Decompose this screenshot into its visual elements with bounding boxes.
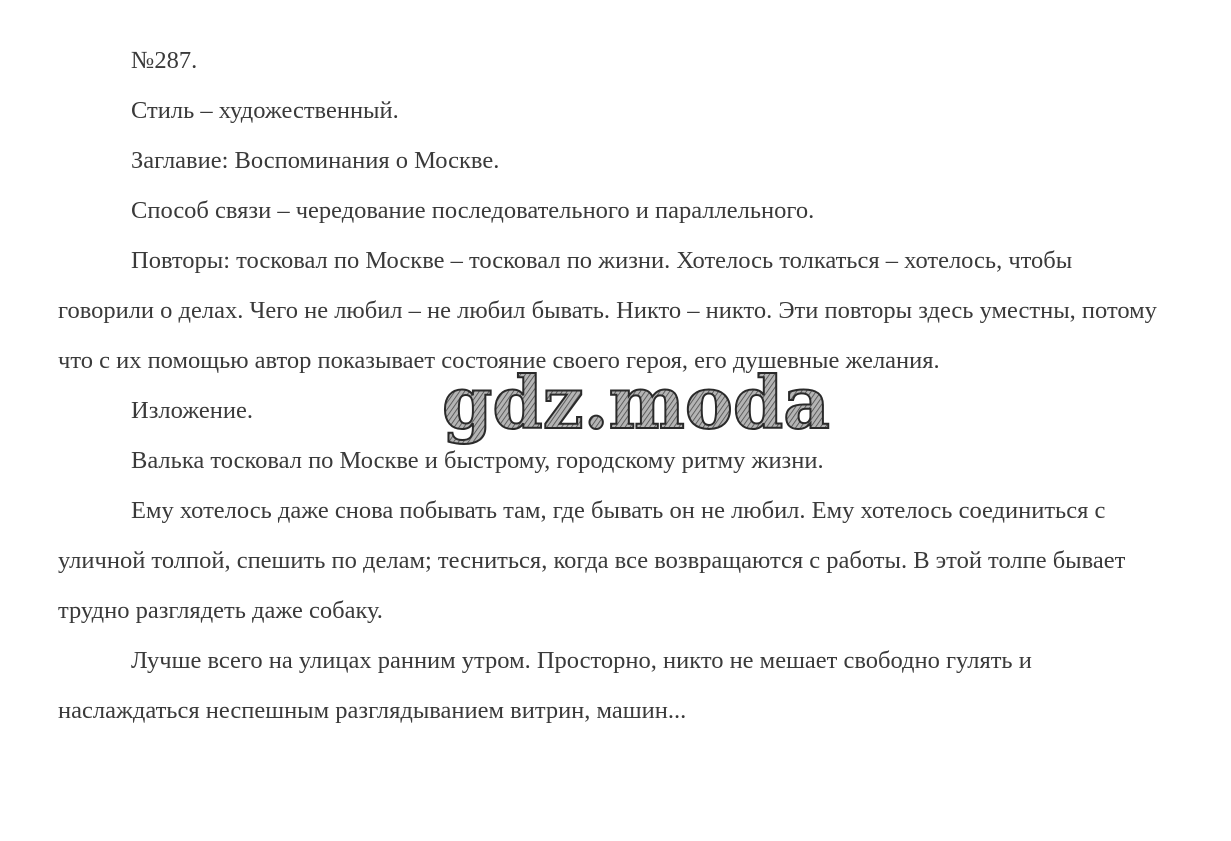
paragraph-connection: Способ связи – чередование последовательного и параллельного. — [131, 197, 815, 224]
paragraph-title: Заглавие: Воспоминания о Москве. — [131, 147, 500, 174]
paragraph-exposition-2: Ему хотелось даже снова побывать там, где бывать он не любил. Ему хотелось соединиться с уличной толпой, спешить по делам; тесниться, когда все возвращаются с работы. В этой толпе бывает трудно разглядеть даже собаку. — [58, 497, 1126, 624]
paragraph-number: №287. — [131, 47, 198, 74]
paragraph-exposition-1: Валька тосковал по Москве и быстрому, городскому ритму жизни. — [131, 447, 824, 474]
paragraph-style: Стиль – художественный. — [131, 97, 399, 124]
paragraph-exposition-3: Лучше всего на улицах ранним утром. Просторно, никто не мешает свободно гулять и наслаждаться неспешным разглядыванием витрин, машин... — [58, 647, 1032, 724]
paragraph-repetitions: Повторы: тосковал по Москве – тосковал по жизни. Хотелось толкаться – хотелось, чтобы говорили о делах. Чего не любил – не любил бывать. Никто – никто. Эти повторы здесь уместны, потому что с их помощью автор показывает состояние своего героя, его душевные желания. — [58, 247, 1157, 374]
document-body — [58, 36, 1173, 736]
watermark-text: gdz.moda — [442, 360, 830, 445]
paragraph-exposition-heading: Изложение. — [131, 397, 253, 424]
